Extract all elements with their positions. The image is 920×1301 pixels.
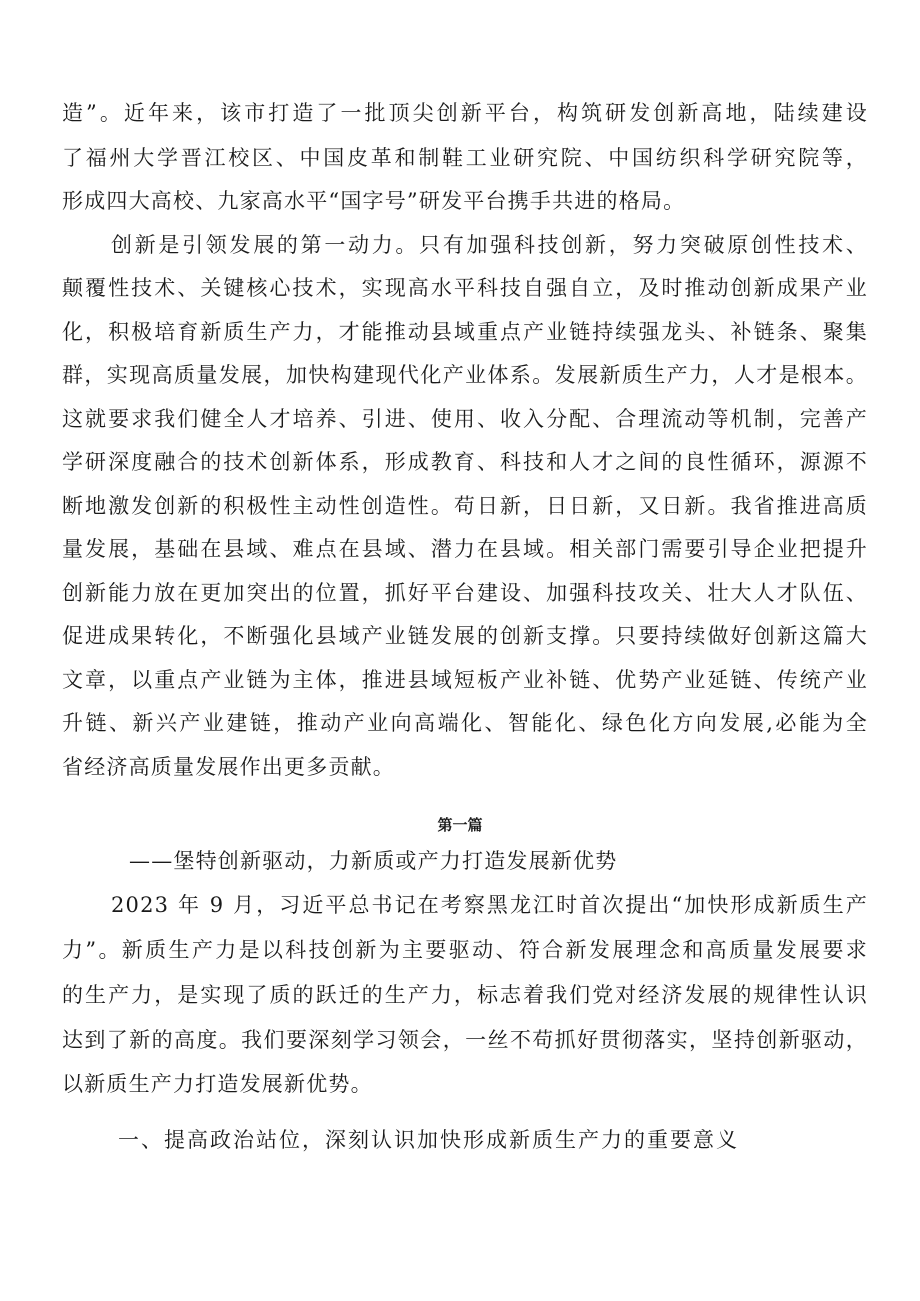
chapter-heading: 第一篇 <box>437 816 483 834</box>
paragraph-line: 2023 年 9 月，习近平总书记在考察黑龙江时首次提出“加快形成新质生产 <box>111 893 868 917</box>
paragraph-line: 造”。近年来，该市打造了一批顶尖创新平台，构筑研发创新高地，陆续建设 <box>62 101 868 125</box>
paragraph-line: 量发展，基础在县域、难点在县域、潜力在县域。相关部门需要引导企业把提升 <box>62 537 868 561</box>
paragraph-line: 的生产力，是实现了质的跃迁的生产力，标志着我们党对经济发展的规律性认识 <box>62 983 868 1007</box>
paragraph-line: 促进成果转化，不断强化县域产业链发展的创新支撑。只要持续做好创新这篇大 <box>62 624 868 648</box>
paragraph-line: 达到了新的高度。我们要深刻学习领会，一丝不苟抓好贯彻落实，坚持创新驱动， <box>62 1028 868 1052</box>
paragraph-line: 形成四大高校、九家高水平“国字号”研发平台携手共进的格局。 <box>62 189 686 213</box>
paragraph-line: 升链、新兴产业建链，推动产业向高端化、智能化、绿色化方向发展,必能为全 <box>62 711 868 735</box>
paragraph-line: 创新是引领发展的第一动力。只有加强科技创新，努力突破原创性技术、 <box>111 233 868 257</box>
paragraph-line: 颠覆性技术、关键核心技术，实现高水平科技自强自立，及时推动创新成果产业 <box>62 276 868 300</box>
paragraph-line: 以新质生产力打造发展新优势。 <box>62 1072 373 1096</box>
chapter-subtitle: ——堡特创新驱动，力新质或产力打造发展新优势 <box>129 849 618 873</box>
paragraph-line: 力”。新质生产力是以科技创新为主要驱动、符合新发展理念和高质量发展要求 <box>62 938 868 962</box>
paragraph-line: 断地激发创新的积极性主动性创造性。苟日新，日日新，又日新。我省推进高质 <box>62 494 868 518</box>
paragraph-line: 文章，以重点产业链为主体，推进县域短板产业补链、优势产业延链、传统产业 <box>62 668 868 692</box>
paragraph-line: 创新能力放在更加突出的位置，抓好平台建设、加强科技攻关、壮大人才队伍、 <box>62 581 868 605</box>
paragraph-line: 化，积极培育新质生产力，才能推动县域重点产业链持续强龙头、补链条、聚集 <box>62 320 868 344</box>
paragraph-line: 这就要求我们健全人才培养、引进、使用、收入分配、合理流动等机制，完善产 <box>62 407 868 431</box>
paragraph-line: 省经济高质量发展作出更多贡献。 <box>62 755 395 779</box>
section-title: 一、提高政治站位，深刻认识加快形成新质生产力的重要意义 <box>118 1128 739 1152</box>
paragraph-line: 了福州大学晋江校区、中国皮革和制鞋工业研究院、中国纺织科学研究院等， <box>62 146 868 170</box>
paragraph-line: 学研深度融合的技术创新体系，形成教育、科技和人才之间的良性循环，源源不 <box>62 450 868 474</box>
paragraph-line: 群，实现高质量发展，加快构建现代化产业体系。发展新质生产力，人才是根本。 <box>62 363 868 387</box>
